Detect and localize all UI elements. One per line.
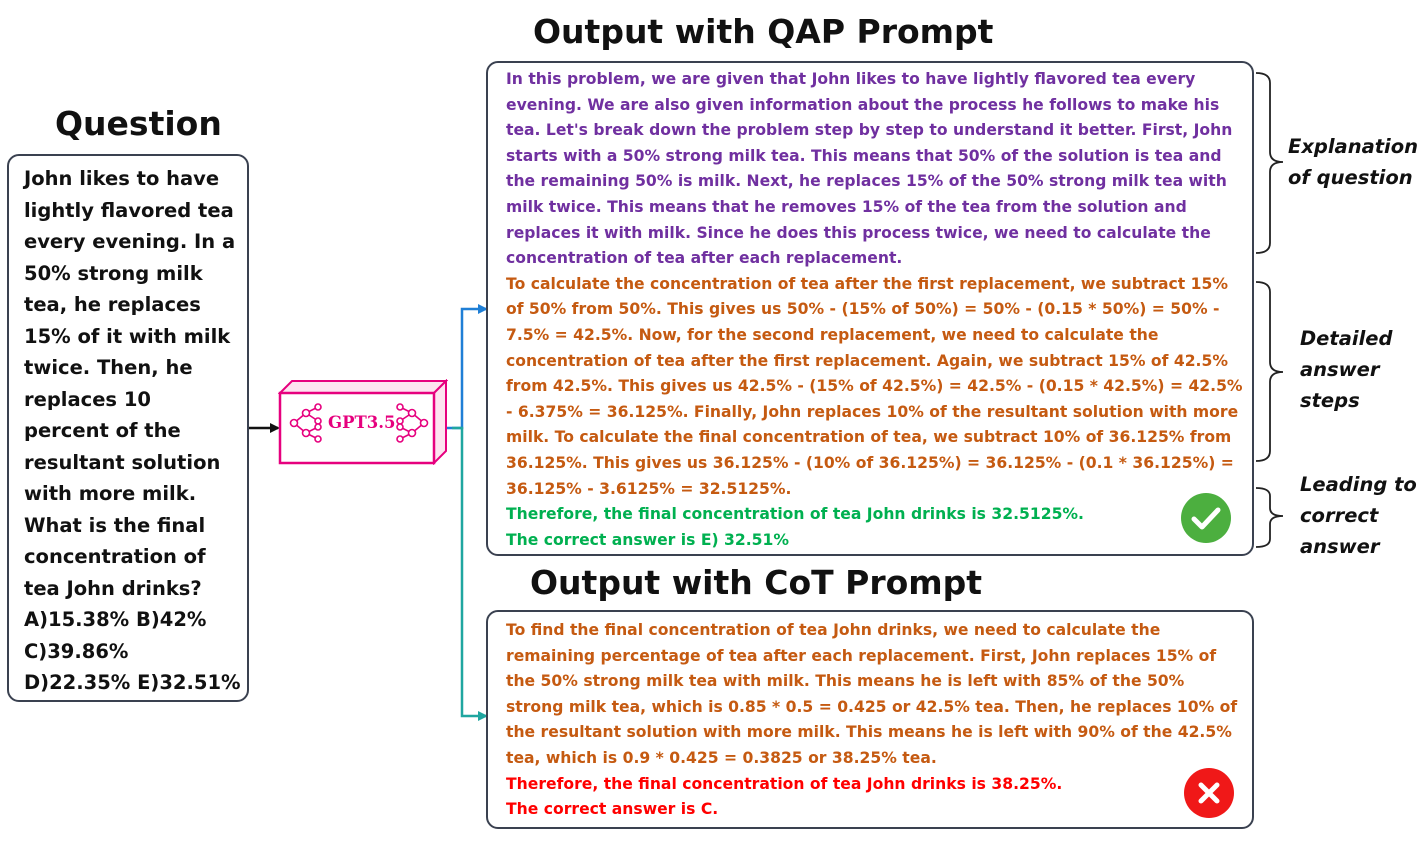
question-line: 15% of it with milk bbox=[24, 324, 231, 348]
detailed-steps-label bbox=[1300, 323, 1392, 416]
question-line: John likes to have bbox=[24, 167, 220, 190]
step-line: concentration of tea after the first replacement. Again, we subtract 15% of 42.5% bbox=[506, 351, 1228, 370]
model-label: GPT3.5 bbox=[328, 413, 396, 432]
answer-line: Therefore, the final concentration of tea John drinks is 32.5125%. bbox=[506, 505, 1084, 524]
step-line: from 42.5%. This gives us 42.5% - (15% of 42.5%) = 42.5% - (0.15 * 42.5%) = 42.5% bbox=[506, 377, 1243, 396]
question-line: resultant solution bbox=[24, 450, 221, 474]
explanation-line: concentration of tea after each replacement. bbox=[506, 249, 903, 268]
explanation-line: the remaining 50% is milk. Next, he replaces 15% of the 50% strong milk tea with bbox=[506, 172, 1227, 191]
step-line: 7.5% = 42.5%. Now, for the second replacement, we need to calculate the bbox=[506, 325, 1159, 344]
answer-line: Therefore, the final concentration of tea John drinks is 38.25%. bbox=[506, 774, 1063, 793]
step-line: 36.125% - 3.6125% = 32.5125%. bbox=[506, 479, 792, 498]
qap-explanation-text bbox=[506, 67, 1242, 272]
qap-answer-text bbox=[506, 502, 1242, 553]
answer-line: The correct answer is C. bbox=[506, 800, 719, 819]
step-line: strong milk tea, which is 0.85 * 0.5 = 0.425 or 42.5% tea. Then, he replaces 10% of bbox=[506, 697, 1238, 716]
answer-options-line: A)15.38% B)42% bbox=[24, 608, 207, 631]
qap-output-title: Output with QAP Prompt bbox=[533, 12, 994, 51]
question-line: twice. Then, he bbox=[24, 356, 193, 379]
question-line: lightly flavored tea bbox=[24, 198, 234, 222]
answer-options-line: D)22.35% E)32.51% bbox=[24, 671, 241, 694]
step-line: of 50% from 50%. This gives us 50% - (15% of 50%) = 50% - (0.15 * 50%) = 50% - bbox=[506, 300, 1220, 319]
qap-steps-text bbox=[506, 272, 1242, 502]
question-line: every evening. In a bbox=[24, 230, 236, 253]
step-line: To find the final concentration of tea John drinks, we need to calculate the bbox=[506, 621, 1161, 639]
question-line: concentration of bbox=[24, 545, 206, 568]
bracket-label-line: answer bbox=[1300, 535, 1380, 558]
step-line: the 50% strong milk tea with milk. This means he is left with 85% of the 50% bbox=[506, 672, 1185, 691]
answer-options-line: C)39.86% bbox=[24, 639, 129, 663]
bracket-label-line: Leading to bbox=[1300, 473, 1417, 496]
qap-output-box bbox=[486, 61, 1254, 556]
step-line: - 6.375% = 36.125%. Finally, John replaces 10% of the resultant solution with more bbox=[506, 402, 1239, 421]
step-line: 36.125%. This gives us 36.125% - (10% of 36.125%) = 36.125% - (0.1 * 36.125%) = bbox=[506, 453, 1234, 472]
explanation-line: In this problem, we are given that John likes to have lightly flavored tea every bbox=[506, 70, 1196, 88]
answer-line: The correct answer is E) 32.51% bbox=[506, 530, 790, 549]
step-line: To calculate the concentration of tea after the first replacement, we subtract 15% bbox=[506, 274, 1229, 293]
question-line: with more milk. bbox=[24, 482, 197, 505]
bracket-label-line: Detailed bbox=[1300, 327, 1393, 350]
bracket-label-line: correct bbox=[1300, 504, 1379, 527]
explanation-line: tea. Let's break down the problem step by step to understand it better. First, John bbox=[506, 121, 1233, 140]
cross-icon bbox=[1184, 768, 1234, 818]
bracket-label-line: answer bbox=[1300, 358, 1380, 381]
explanation-line: milk twice. This means that he removes 15% of the tea from the solution and bbox=[506, 197, 1187, 216]
question-line: What is the final bbox=[24, 513, 206, 537]
step-line: tea, which is 0.9 * 0.425 = 0.3825 or 38.25% tea. bbox=[506, 748, 937, 767]
question-line: tea John drinks? bbox=[24, 576, 202, 600]
question-line: replaces 10 bbox=[24, 387, 151, 411]
explanation-label bbox=[1288, 131, 1418, 193]
step-line: milk. To calculate the final concentration of tea, we subtract 10% of 36.125% from bbox=[506, 428, 1232, 447]
question-title: Question bbox=[55, 104, 222, 143]
check-icon bbox=[1181, 493, 1231, 543]
cot-output-title: Output with CoT Prompt bbox=[530, 563, 983, 602]
cot-answer-text bbox=[506, 772, 1242, 823]
cot-steps-text bbox=[506, 618, 1242, 772]
explanation-line: starts with a 50% strong milk tea. This means that 50% of the solution is tea and bbox=[506, 146, 1222, 165]
bracket-label-line: Explanation bbox=[1288, 135, 1419, 158]
question-line: percent of the bbox=[24, 419, 181, 442]
bracket-label-line: steps bbox=[1300, 389, 1360, 412]
question-line: tea, he replaces bbox=[24, 293, 201, 316]
model-to-cot-arrow bbox=[452, 428, 486, 716]
explanation-line: evening. We are also given information about the process he follows to make his bbox=[506, 95, 1220, 114]
leading-answer-label bbox=[1300, 469, 1417, 562]
step-line: the resultant solution with more milk. This means he is left with 90% of the 42.5% bbox=[506, 723, 1232, 742]
question-line: 50% strong milk bbox=[24, 261, 203, 285]
step-line: remaining percentage of tea after each replacement. First, John replaces 15% of bbox=[506, 646, 1217, 665]
cot-output-box bbox=[486, 610, 1254, 829]
explanation-line: replaces it with milk. Since he does this process twice, we need to calculate the bbox=[506, 223, 1211, 242]
bracket-label-line: of question bbox=[1288, 166, 1413, 189]
